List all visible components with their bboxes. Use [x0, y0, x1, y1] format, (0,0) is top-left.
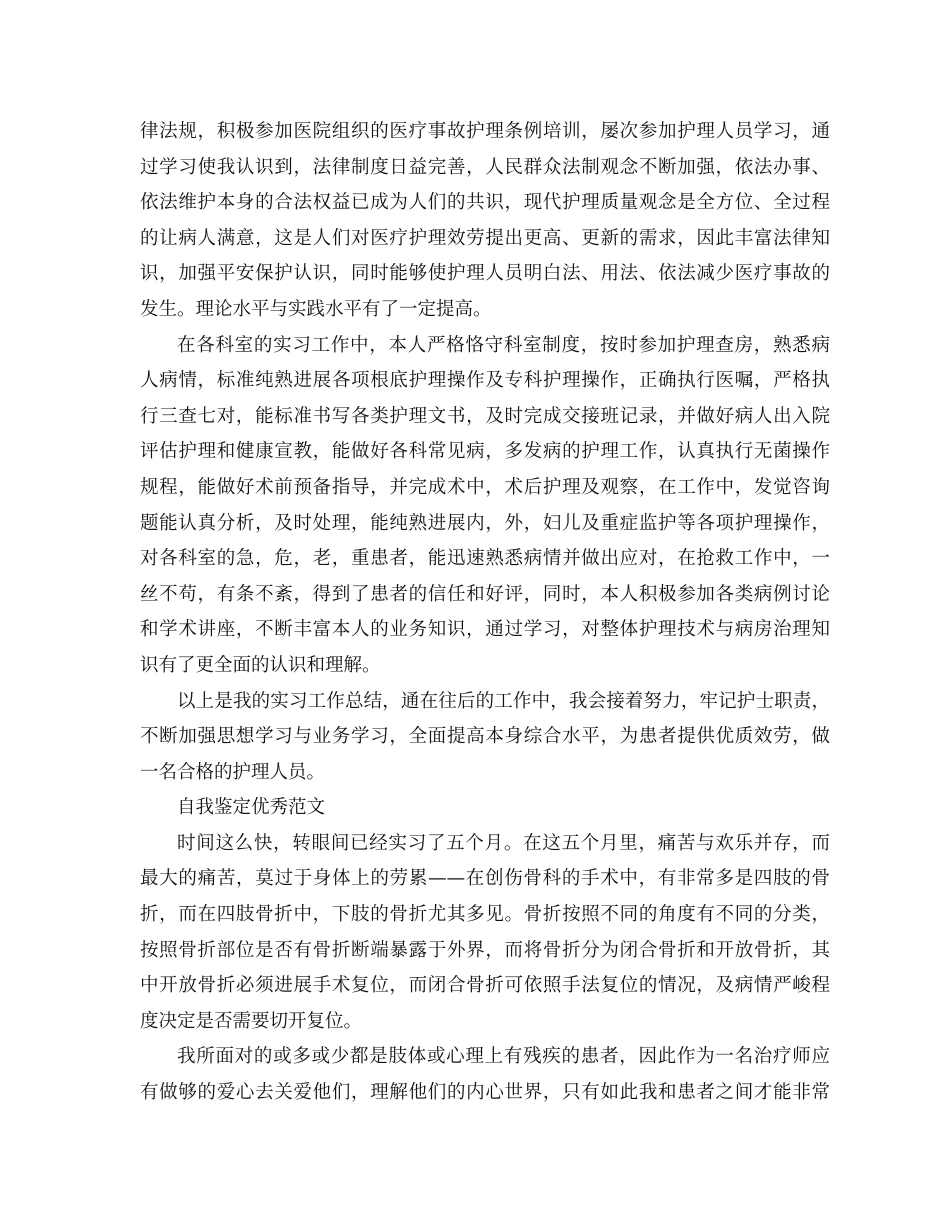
text-line: 不断加强思想学习与业务学习，全面提高本身综合水平，为患者提供优质效劳，做 [140, 726, 830, 748]
text-line: 规程，能做好术前预备指导，并完成术中，术后护理及观察，在工作中，发觉咨询 [140, 476, 830, 498]
text-line: 在各科室的实习工作中，本人严格恪守科室制度，按时参加护理查房，熟悉病 [177, 334, 830, 356]
text-line: 的让病人满意，这是人们对医疗护理效劳提出更高、更新的需求，因此丰富法律知 [140, 227, 830, 249]
text-line: 丝不苟，有条不紊，得到了患者的信任和好评，同时，本人积极参加各类病例讨论 [140, 583, 830, 605]
section-heading: 自我鉴定优秀范文 [177, 797, 326, 819]
text-line: 过学习使我认识到，法律制度日益完善，人民群众法制观念不断加强，依法办事、 [140, 156, 830, 178]
text-line: 律法规，积极参加医院组织的医疗事故护理条例培训，屡次参加护理人员学习，通 [140, 121, 830, 142]
text-line: 折，而在四肢骨折中，下肢的骨折尤其多见。骨折按照不同的角度有不同的分类， [140, 904, 830, 926]
text-line: 度决定是否需要切开复位。 [140, 1010, 363, 1032]
text-line: 人病情，标准纯熟进展各项根底护理操作及专科护理操作，正确执行医嘱，严格执 [140, 370, 830, 392]
text-line: 按照骨折部位是否有骨折断端暴露于外界，而将骨折分为闭合骨折和开放骨折，其 [140, 939, 830, 961]
text-line: 发生。理论水平与实践水平有了一定提高。 [140, 298, 492, 320]
text-line: 我所面对的或多或少都是肢体或心理上有残疾的患者，因此作为一名治疗师应 [177, 1046, 830, 1068]
text-line: 依法维护本身的合法权益已成为人们的共识，现代护理质量观念是全方位、全过程 [140, 192, 830, 214]
text-line: 识有了更全面的认识和理解。 [140, 654, 381, 676]
text-line: 对各科室的急，危，老，重患者，能迅速熟悉病情并做出应对，在抢救工作中，一 [140, 548, 830, 570]
text-line: 有做够的爱心去关爱他们，理解他们的内心世界，只有如此我和患者之间才能非常 [140, 1082, 830, 1104]
text-line: 时间这么快，转眼间已经实习了五个月。在这五个月里，痛苦与欢乐并存，而 [177, 832, 830, 854]
text-line: 题能认真分析，及时处理，能纯熟进展内，外，妇儿及重症监护等各项护理操作， [140, 512, 830, 534]
text-line: 评估护理和健康宣教，能做好各科常见病，多发病的护理工作，认真执行无菌操作 [140, 441, 830, 463]
document-body [140, 114, 830, 1111]
text-line: 识，加强平安保护认识，同时能够使护理人员明白法、用法、依法减少医疗事故的 [140, 263, 830, 285]
text-line: 以上是我的实习工作总结，通在往后的工作中，我会接着努力，牢记护士职责， [177, 690, 830, 712]
text-line: 中开放骨折必须进展手术复位，而闭合骨折可依照手法复位的情况，及病情严峻程 [140, 975, 830, 997]
text-line: 一名合格的护理人员。 [140, 761, 326, 783]
text-line: 行三查七对，能标准书写各类护理文书，及时完成交接班记录，并做好病人出入院 [140, 405, 830, 427]
text-line: 和学术讲座，不断丰富本人的业务知识，通过学习，对整体护理技术与病房治理知 [140, 619, 830, 641]
text-line: 最大的痛苦，莫过于身体上的劳累——在创伤骨科的手术中，有非常多是四肢的骨 [140, 868, 830, 890]
